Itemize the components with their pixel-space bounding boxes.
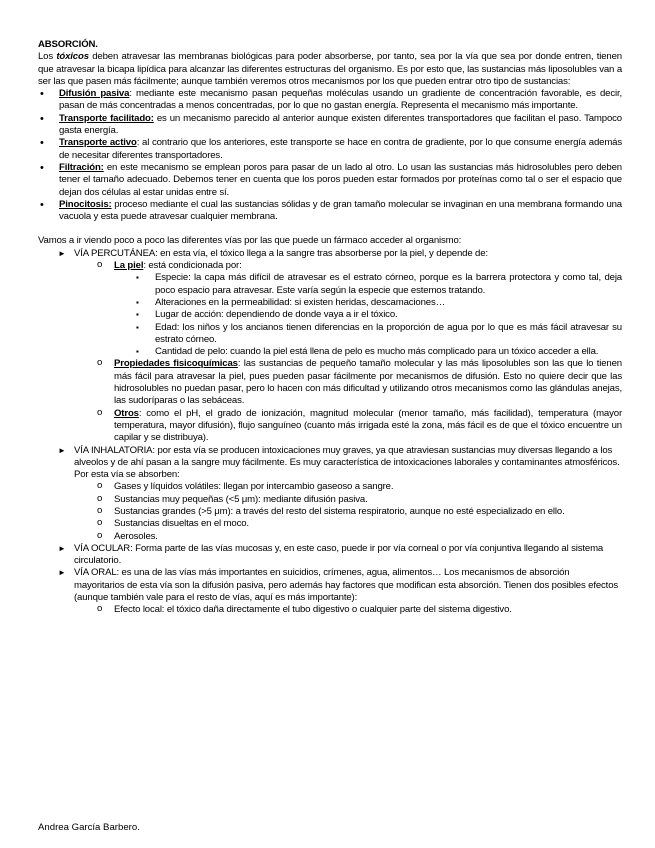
oral-items	[74, 604, 622, 616]
factor-term: Otros	[114, 407, 139, 419]
mechanisms-list	[38, 88, 622, 223]
document-page	[38, 39, 622, 617]
factor-otros	[114, 408, 622, 445]
factor-text: : las sustancias de pequeño tamaño molecular y las más liposolubles son las que lo tienen más fácil para atravesar la piel, pues pueden pasar fácilmente por mecanismos de difusión. Esto no quiere decir que las hidrosolubles no puedan pasar, pero lo hacen con más dificultad y utilizando otros mecanismos como las glándulas anejas, las sudoríparas o las sebáceas.	[114, 358, 622, 407]
route-ocular	[74, 543, 622, 568]
routes-list	[38, 248, 622, 617]
list-item: o Sustancias muy pequeñas (<5 μm): mediante difusión pasiva.	[114, 494, 622, 506]
intro-paragraph	[38, 51, 622, 88]
list-item: o Sustancias grandes (>5 μm): a través del resto del sistema respiratorio, aunque no esté especializado en ello.	[114, 506, 622, 518]
factor-term: La piel	[114, 260, 144, 272]
list-item: o Aerosoles.	[114, 531, 622, 543]
mechanism-item	[59, 199, 622, 224]
inhalatoria-items	[74, 481, 622, 542]
mechanism-text: en este mecanismo se emplean poros para pasar de un lado al otro. Lo usan las sustancias más hidrosolubles pero deben tener el tamaño adecuado. Debemos tener en cuenta que los poros pueden estar formados por proteínas como tal o ser el espacio que dejan dos células al estar unidas entre sí.	[59, 161, 622, 198]
intro-text: Los	[38, 51, 57, 63]
author-footer: Andrea García Barbero.	[38, 822, 140, 833]
mechanism-text: : al contrario que los anteriores, este transporte se hace en contra de gradiente, por lo que consume energía además de necesitar diferentes transportadores.	[59, 137, 622, 161]
list-item: o Gases y líquidos volátiles: llegan por intercambio gaseoso a sangre.	[114, 481, 622, 493]
list-item: ▪ Cantidad de pelo: cuando la piel está llena de pelo es mucho más complicado para un tóxico acceder a ella.	[155, 346, 622, 358]
mechanism-item	[59, 137, 622, 162]
list-item: ▪ Alteraciones en la permeabilidad: si existen heridas, descamaciones…	[155, 297, 622, 309]
routes-intro: Vamos a ir viendo poco a poco las diferentes vías por las que puede un fármaco acceder al organismo:	[38, 235, 462, 247]
mechanism-item	[59, 162, 622, 199]
route-lead: VÍA PERCUTÁNEA: en esta vía, el tóxico llega a la sangre tras absorberse por la piel, y depende de:	[74, 247, 488, 259]
route-lead: VÍA ORAL: es una de las vías más importantes en suicidios, crímenes, agua, alimentos… Los mecanismos de absorción mayoritarios de esta vía son la difusión pasiva, pero además hay factores que modifican esta absorción. Tienen dos posibles efectos (aunque también vale para el resto de vías, aquí es más importante):	[74, 567, 619, 604]
route-lead: VÍA INHALATORIA: por esta vía se producen intoxicaciones muy graves, ya que atraviesan sustancias muy diversas llegando a los alveolos y de ahí pasan a la sangre muy fácilmente. Es muy característica de intoxicaciones laborales y contaminantes atmosféricos. Por esta vía se absorben:	[74, 444, 620, 481]
mechanism-term: Transporte facilitado:	[59, 112, 154, 124]
mechanism-term: Pinocitosis:	[59, 198, 112, 210]
list-item: ▪ Lugar de acción: dependiendo de donde vaya a ir el tóxico.	[155, 309, 622, 321]
route-lead: VÍA OCULAR: Forma parte de las vías mucosas y, en este caso, puede ir por vía corneal o por vía conjuntiva llegando al sistema circulatorio.	[74, 542, 604, 567]
factor-text: : está condicionada por:	[143, 260, 242, 272]
percutanea-factors	[74, 260, 622, 444]
intro-emphasis: tóxicos	[56, 51, 89, 63]
route-oral	[74, 567, 622, 616]
mechanism-text: proceso mediante el cual las sustancias sólidas y de gran tamaño molecular se invaginan en una membrana formando una vacuola y esta puede atravesar cualquier membrana.	[59, 198, 622, 223]
list-item: ▪ Edad: los niños y los ancianos tienen diferencias en la proporción de agua por lo que es más fácil atravesar su estrato córneo.	[155, 322, 622, 347]
mechanism-item	[59, 88, 622, 113]
factor-text: : como el pH, el grado de ionización, magnitud molecular (menor tamaño, más facilidad), temperatura (mayor temperatura, mayor difusión), flujo sanguíneo (cuanto más irrigada esté la zona, más fácil es de que el tóxico encuentre un capilar y se distribuya).	[114, 407, 622, 444]
mechanism-term: Filtración:	[59, 161, 104, 173]
intro-text-rest: deben atravesar las membranas biológicas para poder absorberse, por tanto, sea por la vía que sea por donde entren, tienen que atravesar la bicapa lipídica para alcanzar las diferentes estructuras del organismo. Es por esto que, las sustancias más liposolubles van a ser las que pasen más fácilmente; aunque también veremos otros mecanismos por los que pueden entrar otro tipo de sustancias:	[38, 51, 622, 87]
route-inhalatoria	[74, 445, 622, 543]
list-item: o Efecto local: el tóxico daña directamente el tubo digestivo o cualquier parte del sistema digestivo.	[114, 604, 622, 616]
list-item: ▪ Especie: la capa más difícil de atravesar es el estrato córneo, porque es la barrera protectora y como tal, deja poco espacio para atravesar. Este varía según la especie que estemos tratando.	[155, 272, 622, 297]
mechanism-term: Difusión pasiva	[59, 88, 130, 100]
mechanism-item	[59, 113, 622, 138]
mechanism-text: es un mecanismo parecido al anterior aunque existen diferentes transportadores que facilitan el paso. Tampoco gasta energía.	[59, 112, 622, 137]
mechanism-term: Transporte activo	[59, 137, 137, 149]
factor-piel	[114, 260, 622, 358]
factor-propiedades	[114, 358, 622, 407]
route-percutanea	[74, 248, 622, 445]
mechanism-text: : mediante este mecanismo pasan pequeñas moléculas usando un gradiente de concentración favorable, es decir, pasan de más concentradas a menos concentradas, por lo que no gastan energía. Representa el mecanismo más importante.	[59, 88, 622, 112]
section-title: ABSORCIÓN.	[38, 39, 98, 50]
factor-term: Propiedades fisicoquímicas	[114, 358, 238, 370]
piel-items	[114, 272, 622, 358]
list-item: o Sustancias disueltas en el moco.	[114, 518, 622, 530]
